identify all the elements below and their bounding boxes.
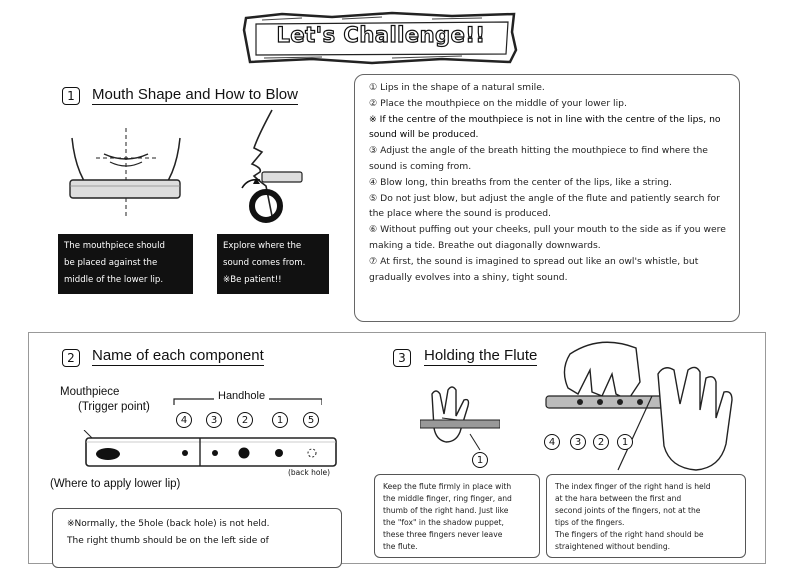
note-line: these three fingers never leave (383, 530, 503, 539)
step-2: ② Place the mouthpiece on the middle of your lower lip. (369, 97, 627, 109)
holding-hands-illustration (540, 334, 762, 474)
flute-diagram (82, 430, 342, 472)
hole-number-3: 3 (206, 412, 222, 428)
right-finger-marker-3: 3 (570, 434, 586, 450)
note-line: tips of the fingers. (555, 518, 625, 527)
hole-number-2: 2 (237, 412, 253, 428)
caption-line: Explore where the (223, 241, 302, 251)
caption-line: ※Be patient!! (223, 275, 282, 285)
section-3-number: 3 (393, 349, 411, 367)
step-1: ① Lips in the shape of a natural smile. (369, 82, 545, 93)
note-line: the flute. (383, 542, 418, 551)
explore-caption-box (217, 234, 329, 294)
mouthpiece-label: Mouthpiece (60, 386, 120, 398)
mouth-front-illustration (66, 128, 186, 224)
note-line: thumb of the right hand. Just like (383, 506, 509, 515)
hole-number-4: 4 (176, 412, 192, 428)
note-line: The right thumb should be on the left side of (67, 536, 269, 546)
section-1-title: Mouth Shape and How to Blow (92, 86, 298, 103)
caption-line: middle of the lower lip. (64, 275, 164, 285)
section-3-title: Holding the Flute (424, 347, 538, 364)
section-2-number: 2 (62, 349, 80, 367)
note-line: The index finger of the right hand is held (555, 482, 711, 491)
note-line: The fingers of the right hand should be (555, 530, 704, 539)
note-line: Keep the flute firmly in place with (383, 482, 512, 491)
back-hole-label: (back hole) (288, 468, 331, 477)
caption-line: be placed against the (64, 258, 158, 268)
lower-lip-label: (Where to apply lower lip) (50, 478, 181, 490)
caption-line: sound comes from. (223, 258, 306, 268)
right-finger-marker-2: 2 (593, 434, 609, 450)
step-4: ④ Blow long, thin breaths from the center of the lips, like a string. (369, 176, 672, 188)
note-line: the middle finger, ring finger, and (383, 494, 512, 503)
handhole-label: Handhole (214, 390, 269, 402)
note-line: ※Normally, the 5hole (back hole) is not held. (67, 519, 270, 529)
page-title: Let's Challenge!! (276, 23, 486, 47)
hole-number-1: 1 (272, 412, 288, 428)
caption-line: The mouthpiece should (64, 241, 165, 251)
hole-number-5: 5 (303, 412, 319, 428)
note-line: second joints of the fingers, not at the (555, 506, 701, 515)
section-3-note-left (374, 474, 540, 558)
step-3: ③ Adjust the angle of the breath hitting the mouthpiece to find where the sound is coming from. (369, 145, 708, 172)
right-finger-marker-4: 4 (544, 434, 560, 450)
mouth-side-illustration (236, 106, 316, 226)
section-3-note-right (546, 474, 746, 558)
mouthpiece-caption-box (58, 234, 193, 294)
section-2-note (52, 508, 342, 568)
right-finger-marker-1: 1 (617, 434, 633, 450)
left-finger-marker-1: 1 (472, 452, 488, 468)
step-5: ⑤ Do not just blow, but adjust the angle of the flute and patiently search for the place where the sound is produced. (369, 192, 720, 220)
note-line: straightened without bending. (555, 542, 671, 551)
note-line: the "fox" in the shadow puppet, (383, 518, 504, 527)
trigger-point-label: (Trigger point) (78, 401, 150, 413)
step-6: ⑥ Without puffing out your cheeks, pull your mouth to the side as if you were making a tide. Breathe out diagonally downwards. (369, 224, 726, 251)
instruction-panel (354, 74, 740, 322)
section-2-title: Name of each component (92, 347, 264, 364)
section-1-number: 1 (62, 87, 80, 105)
fox-hand-illustration (420, 376, 500, 454)
step-7: ⑦ At first, the sound is imagined to spread out like an owl's whistle, but gradually evolves into a shiny, tight sound. (369, 255, 699, 283)
note-line: at the hara between the first and (555, 494, 682, 503)
step-2-note: ※ If the centre of the mouthpiece is not in line with the centre of the lips, no sound will be produced. (369, 113, 721, 141)
